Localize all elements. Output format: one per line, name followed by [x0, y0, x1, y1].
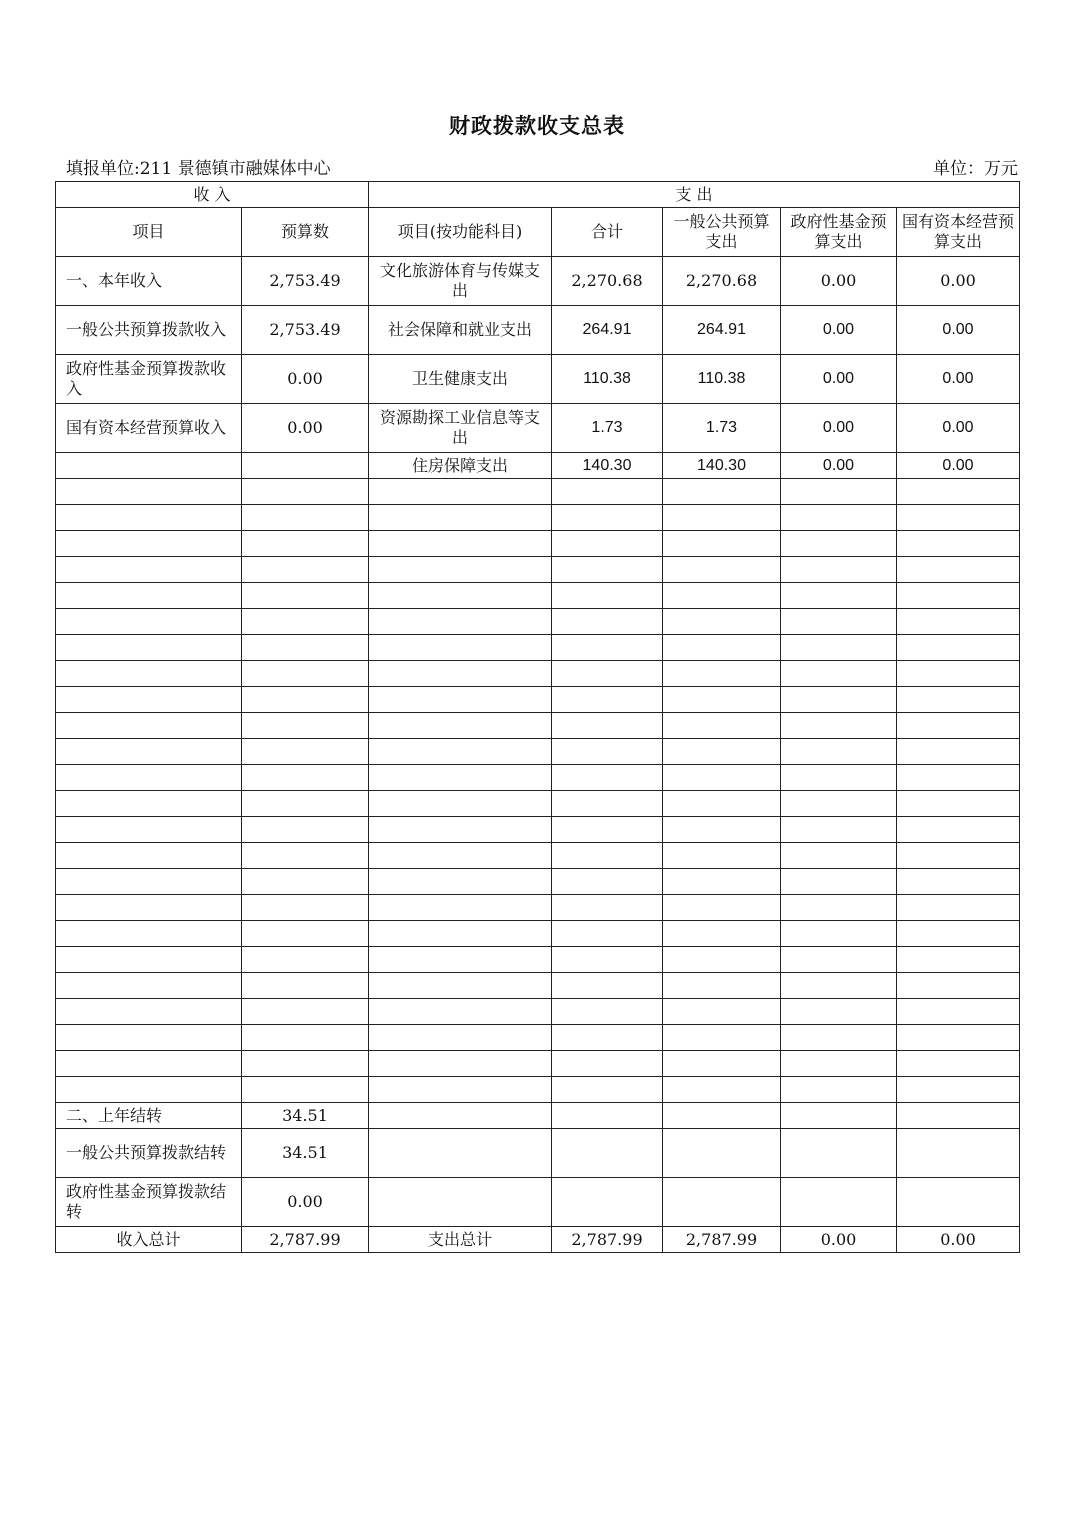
- col-header-total: 合计: [552, 208, 663, 257]
- empty-row: [56, 973, 1020, 999]
- empty-cell: [781, 635, 897, 661]
- empty-cell: [552, 947, 663, 973]
- empty-cell: [663, 479, 781, 505]
- expense-total: 140.30: [552, 453, 663, 479]
- expense-total-sum: 2,787.99: [552, 1227, 663, 1253]
- empty-row: [56, 921, 1020, 947]
- empty-cell: [369, 531, 552, 557]
- empty-row: [56, 1077, 1020, 1103]
- empty-row: [56, 817, 1020, 843]
- empty-cell: [242, 921, 369, 947]
- empty-cell: [552, 1178, 663, 1227]
- empty-cell: [897, 947, 1020, 973]
- empty-row: [56, 635, 1020, 661]
- empty-cell: [781, 999, 897, 1025]
- empty-cell: [663, 791, 781, 817]
- empty-cell: [897, 1051, 1020, 1077]
- empty-cell: [897, 479, 1020, 505]
- expense-state-capital: 0.00: [897, 453, 1020, 479]
- empty-cell: [897, 531, 1020, 557]
- table-row: [56, 1129, 1020, 1178]
- expense-general: 2,270.68: [663, 257, 781, 306]
- expense-general: 110.38: [663, 355, 781, 404]
- empty-row: [56, 661, 1020, 687]
- empty-cell: [56, 843, 242, 869]
- empty-row: [56, 947, 1020, 973]
- reporting-unit: 填报单位:211 景德镇市融媒体中心: [66, 159, 331, 179]
- income-item: 国有资本经营预算收入: [56, 404, 242, 453]
- empty-cell: [781, 687, 897, 713]
- empty-cell: [781, 765, 897, 791]
- empty-cell: [56, 1077, 242, 1103]
- empty-cell: [663, 583, 781, 609]
- empty-cell: [242, 895, 369, 921]
- empty-cell: [242, 791, 369, 817]
- empty-row: [56, 583, 1020, 609]
- expense-section-header: 支 出: [369, 182, 1020, 208]
- empty-cell: [56, 739, 242, 765]
- income-value: 34.51: [242, 1129, 369, 1178]
- page-title: 财政拨款收支总表: [449, 114, 625, 138]
- empty-cell: [663, 609, 781, 635]
- empty-cell: [781, 1051, 897, 1077]
- empty-cell: [663, 895, 781, 921]
- section-header-row: [56, 182, 1020, 208]
- expense-item: 社会保障和就业支出: [369, 306, 552, 355]
- empty-cell: [56, 557, 242, 583]
- expense-general: 140.30: [663, 453, 781, 479]
- empty-row: [56, 609, 1020, 635]
- empty-cell: [242, 531, 369, 557]
- table-row: [56, 453, 1020, 479]
- empty-cell: [242, 973, 369, 999]
- empty-cell: [897, 505, 1020, 531]
- empty-cell: [56, 765, 242, 791]
- empty-row: [56, 557, 1020, 583]
- expense-gov-fund: 0.00: [781, 404, 897, 453]
- income-item: 一般公共预算拨款结转: [56, 1129, 242, 1178]
- empty-cell: [663, 557, 781, 583]
- empty-cell: [369, 895, 552, 921]
- income-item: 政府性基金预算拨款结转: [56, 1178, 242, 1227]
- expense-state-capital: 0.00: [897, 257, 1020, 306]
- empty-cell: [56, 1051, 242, 1077]
- table-row: [56, 306, 1020, 355]
- empty-cell: [56, 635, 242, 661]
- empty-cell: [897, 921, 1020, 947]
- empty-cell: [897, 609, 1020, 635]
- empty-row: [56, 739, 1020, 765]
- col-header-func-item: 项目(按功能科目): [369, 208, 552, 257]
- empty-cell: [552, 921, 663, 947]
- empty-cell: [552, 869, 663, 895]
- empty-cell: [56, 921, 242, 947]
- empty-cell: [552, 687, 663, 713]
- expense-state-capital: 0.00: [897, 355, 1020, 404]
- empty-cell: [663, 687, 781, 713]
- empty-cell: [897, 765, 1020, 791]
- empty-cell: [897, 843, 1020, 869]
- expense-total-gov-fund: 0.00: [781, 1227, 897, 1253]
- expense-item: 资源勘探工业信息等支出: [369, 404, 552, 453]
- expense-gov-fund: 0.00: [781, 306, 897, 355]
- empty-cell: [663, 817, 781, 843]
- table-row: [56, 1178, 1020, 1227]
- empty-cell: [552, 609, 663, 635]
- empty-cell: [781, 1077, 897, 1103]
- empty-cell: [552, 739, 663, 765]
- empty-cell: [242, 739, 369, 765]
- empty-cell: [242, 635, 369, 661]
- col-header-gov-fund: 政府性基金预算支出: [781, 208, 897, 257]
- empty-cell: [552, 817, 663, 843]
- empty-cell: [56, 609, 242, 635]
- expense-total-general: 2,787.99: [663, 1227, 781, 1253]
- income-item: [56, 453, 242, 479]
- empty-cell: [242, 687, 369, 713]
- empty-cell: [552, 895, 663, 921]
- expense-total: 2,270.68: [552, 257, 663, 306]
- empty-cell: [781, 713, 897, 739]
- empty-cell: [897, 791, 1020, 817]
- empty-cell: [56, 869, 242, 895]
- empty-cell: [369, 869, 552, 895]
- empty-cell: [781, 609, 897, 635]
- col-header-general: 一般公共预算支出: [663, 208, 781, 257]
- empty-cell: [56, 973, 242, 999]
- empty-cell: [369, 947, 552, 973]
- empty-cell: [897, 999, 1020, 1025]
- empty-cell: [781, 817, 897, 843]
- empty-cell: [552, 557, 663, 583]
- empty-cell: [369, 687, 552, 713]
- empty-cell: [781, 531, 897, 557]
- income-value: 34.51: [242, 1103, 369, 1129]
- empty-cell: [552, 635, 663, 661]
- empty-row: [56, 505, 1020, 531]
- empty-cell: [897, 869, 1020, 895]
- empty-cell: [897, 817, 1020, 843]
- empty-cell: [242, 947, 369, 973]
- empty-row: [56, 531, 1020, 557]
- column-header-row: [56, 208, 1020, 257]
- empty-cell: [897, 973, 1020, 999]
- empty-cell: [369, 479, 552, 505]
- empty-cell: [369, 1025, 552, 1051]
- empty-cell: [552, 531, 663, 557]
- empty-cell: [781, 1025, 897, 1051]
- income-item: 政府性基金预算拨款收入: [56, 355, 242, 404]
- empty-cell: [781, 661, 897, 687]
- empty-cell: [663, 947, 781, 973]
- empty-cell: [369, 1077, 552, 1103]
- empty-cell: [781, 973, 897, 999]
- empty-cell: [56, 661, 242, 687]
- empty-cell: [56, 505, 242, 531]
- empty-cell: [663, 713, 781, 739]
- empty-cell: [781, 1129, 897, 1178]
- empty-cell: [56, 947, 242, 973]
- income-item: 一般公共预算拨款收入: [56, 306, 242, 355]
- expense-total: 110.38: [552, 355, 663, 404]
- empty-row: [56, 479, 1020, 505]
- empty-cell: [781, 479, 897, 505]
- expense-gov-fund: 0.00: [781, 257, 897, 306]
- empty-cell: [552, 661, 663, 687]
- empty-cell: [663, 869, 781, 895]
- empty-cell: [56, 713, 242, 739]
- table-row: [56, 257, 1020, 306]
- empty-cell: [897, 1025, 1020, 1051]
- income-item: 二、上年结转: [56, 1103, 242, 1129]
- income-value: 0.00: [242, 355, 369, 404]
- empty-row: [56, 843, 1020, 869]
- empty-cell: [369, 505, 552, 531]
- empty-row: [56, 895, 1020, 921]
- empty-cell: [781, 869, 897, 895]
- empty-row: [56, 791, 1020, 817]
- table-row: [56, 355, 1020, 404]
- empty-cell: [242, 479, 369, 505]
- income-value: [242, 453, 369, 479]
- empty-cell: [369, 765, 552, 791]
- empty-cell: [663, 765, 781, 791]
- empty-cell: [897, 1178, 1020, 1227]
- empty-cell: [369, 1129, 552, 1178]
- expense-state-capital: 0.00: [897, 306, 1020, 355]
- empty-cell: [369, 661, 552, 687]
- empty-cell: [897, 635, 1020, 661]
- empty-cell: [242, 1077, 369, 1103]
- empty-cell: [781, 1103, 897, 1129]
- empty-cell: [663, 635, 781, 661]
- income-total-label: 收入总计: [56, 1227, 242, 1253]
- empty-cell: [56, 1025, 242, 1051]
- empty-cell: [56, 583, 242, 609]
- empty-cell: [663, 843, 781, 869]
- empty-cell: [56, 999, 242, 1025]
- empty-cell: [663, 1178, 781, 1227]
- empty-cell: [663, 661, 781, 687]
- empty-cell: [552, 1077, 663, 1103]
- empty-cell: [897, 1103, 1020, 1129]
- expense-total-label: 支出总计: [369, 1227, 552, 1253]
- empty-cell: [663, 1077, 781, 1103]
- empty-cell: [663, 973, 781, 999]
- empty-cell: [663, 1129, 781, 1178]
- empty-cell: [242, 661, 369, 687]
- empty-cell: [369, 791, 552, 817]
- empty-cell: [369, 635, 552, 661]
- empty-cell: [369, 557, 552, 583]
- empty-cell: [242, 999, 369, 1025]
- empty-row: [56, 765, 1020, 791]
- expense-state-capital: 0.00: [897, 404, 1020, 453]
- empty-cell: [369, 1051, 552, 1077]
- empty-cell: [552, 479, 663, 505]
- empty-cell: [663, 1025, 781, 1051]
- empty-cell: [242, 817, 369, 843]
- empty-cell: [242, 505, 369, 531]
- empty-cell: [369, 817, 552, 843]
- empty-cell: [369, 999, 552, 1025]
- empty-cell: [369, 1178, 552, 1227]
- empty-cell: [663, 531, 781, 557]
- empty-cell: [663, 739, 781, 765]
- empty-cell: [781, 583, 897, 609]
- expense-item: 卫生健康支出: [369, 355, 552, 404]
- empty-cell: [242, 583, 369, 609]
- income-section-header: 收 入: [56, 182, 369, 208]
- empty-cell: [781, 791, 897, 817]
- empty-cell: [781, 505, 897, 531]
- income-item: 一、本年收入: [56, 257, 242, 306]
- expense-gov-fund: 0.00: [781, 355, 897, 404]
- empty-cell: [552, 1129, 663, 1178]
- expense-general: 1.73: [663, 404, 781, 453]
- empty-cell: [781, 557, 897, 583]
- empty-cell: [897, 1129, 1020, 1178]
- empty-cell: [552, 713, 663, 739]
- empty-cell: [781, 1178, 897, 1227]
- empty-cell: [897, 557, 1020, 583]
- empty-cell: [897, 713, 1020, 739]
- empty-cell: [242, 843, 369, 869]
- empty-cell: [242, 557, 369, 583]
- budget-summary-table: [55, 181, 1020, 1253]
- empty-cell: [897, 1077, 1020, 1103]
- empty-cell: [663, 999, 781, 1025]
- empty-cell: [781, 921, 897, 947]
- empty-cell: [56, 531, 242, 557]
- empty-cell: [552, 973, 663, 999]
- empty-cell: [897, 895, 1020, 921]
- empty-row: [56, 1025, 1020, 1051]
- empty-cell: [56, 791, 242, 817]
- empty-cell: [781, 947, 897, 973]
- empty-row: [56, 687, 1020, 713]
- expense-item: 住房保障支出: [369, 453, 552, 479]
- empty-row: [56, 999, 1020, 1025]
- empty-cell: [552, 791, 663, 817]
- empty-cell: [663, 1051, 781, 1077]
- empty-rows: [56, 479, 1020, 1103]
- empty-cell: [242, 869, 369, 895]
- empty-cell: [369, 1103, 552, 1129]
- empty-cell: [242, 1025, 369, 1051]
- income-value: 2,753.49: [242, 257, 369, 306]
- empty-cell: [781, 843, 897, 869]
- empty-cell: [552, 1051, 663, 1077]
- col-header-item: 项目: [56, 208, 242, 257]
- empty-row: [56, 869, 1020, 895]
- empty-cell: [897, 661, 1020, 687]
- empty-cell: [552, 765, 663, 791]
- empty-cell: [242, 609, 369, 635]
- expense-item: 文化旅游体育与传媒支出: [369, 257, 552, 306]
- empty-cell: [781, 739, 897, 765]
- empty-cell: [897, 583, 1020, 609]
- empty-cell: [897, 739, 1020, 765]
- empty-row: [56, 713, 1020, 739]
- currency-unit: 单位：万元: [933, 159, 1018, 179]
- empty-cell: [369, 973, 552, 999]
- table-row: [56, 1103, 1020, 1129]
- empty-cell: [56, 895, 242, 921]
- col-header-budget: 预算数: [242, 208, 369, 257]
- income-value: 0.00: [242, 1178, 369, 1227]
- empty-cell: [663, 921, 781, 947]
- income-total-value: 2,787.99: [242, 1227, 369, 1253]
- empty-cell: [552, 1103, 663, 1129]
- empty-cell: [242, 765, 369, 791]
- empty-cell: [552, 999, 663, 1025]
- col-header-state-capital: 国有资本经营预算支出: [897, 208, 1020, 257]
- empty-cell: [552, 505, 663, 531]
- empty-cell: [663, 1103, 781, 1129]
- empty-cell: [897, 687, 1020, 713]
- empty-cell: [242, 1051, 369, 1077]
- empty-cell: [369, 843, 552, 869]
- empty-cell: [781, 895, 897, 921]
- empty-cell: [242, 713, 369, 739]
- income-value: 2,753.49: [242, 306, 369, 355]
- expense-total: 264.91: [552, 306, 663, 355]
- totals-row: [56, 1227, 1020, 1253]
- empty-row: [56, 1051, 1020, 1077]
- empty-cell: [552, 843, 663, 869]
- income-value: 0.00: [242, 404, 369, 453]
- empty-cell: [369, 583, 552, 609]
- empty-cell: [56, 687, 242, 713]
- empty-cell: [56, 479, 242, 505]
- empty-cell: [369, 739, 552, 765]
- expense-gov-fund: 0.00: [781, 453, 897, 479]
- table-row: [56, 404, 1020, 453]
- empty-cell: [552, 583, 663, 609]
- expense-general: 264.91: [663, 306, 781, 355]
- empty-cell: [552, 1025, 663, 1051]
- empty-cell: [369, 713, 552, 739]
- empty-cell: [56, 817, 242, 843]
- empty-cell: [369, 609, 552, 635]
- expense-total: 1.73: [552, 404, 663, 453]
- empty-cell: [369, 921, 552, 947]
- empty-cell: [663, 505, 781, 531]
- expense-total-state-capital: 0.00: [897, 1227, 1020, 1253]
